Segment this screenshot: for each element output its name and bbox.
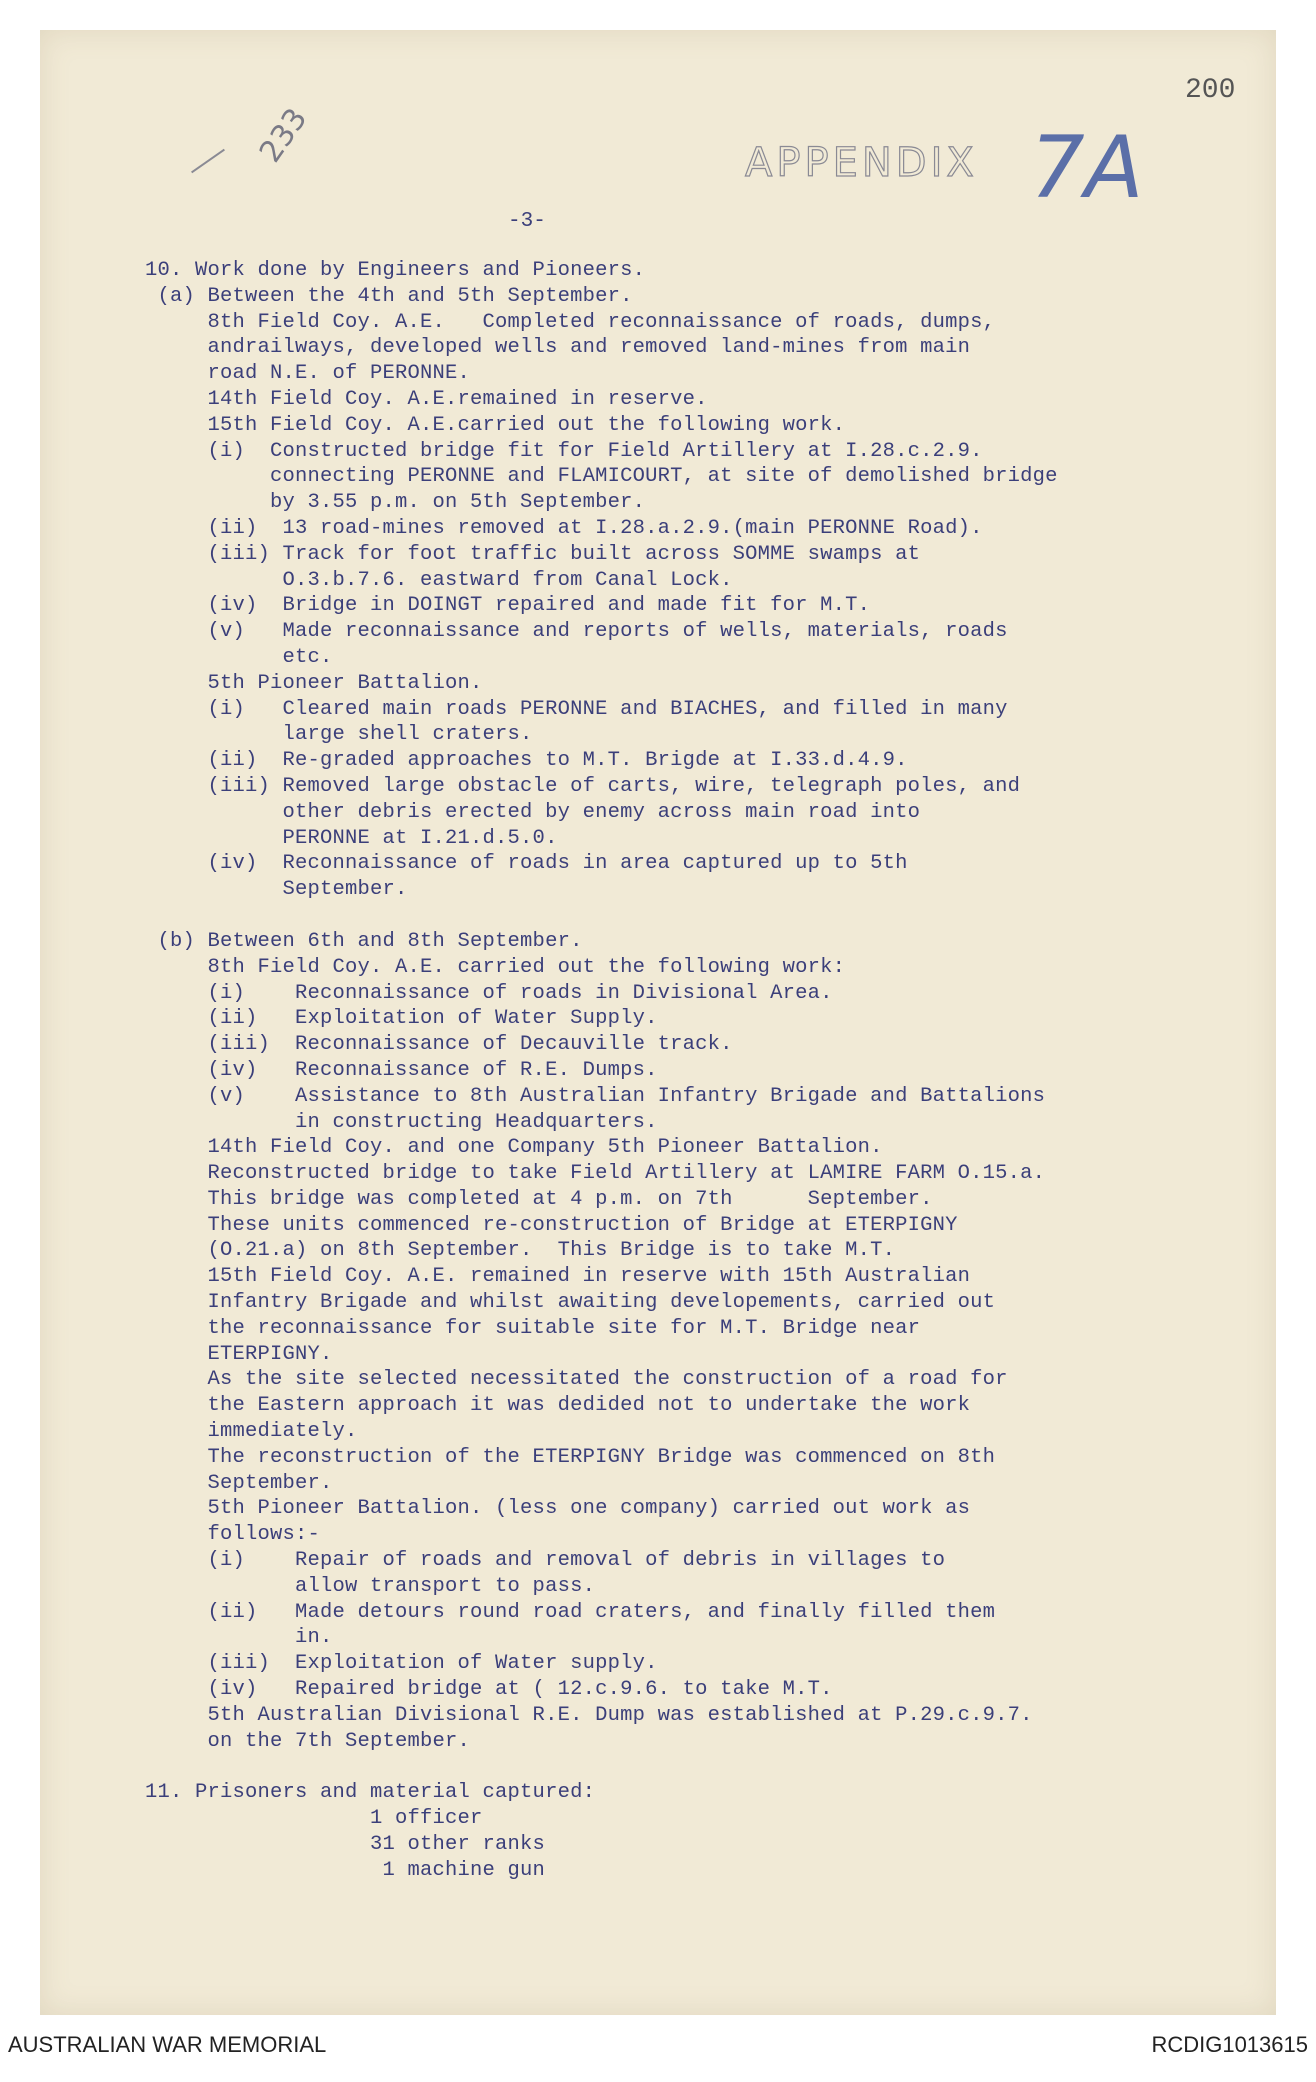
page-number: -3- [508,210,546,233]
typed-body [145,258,1255,1884]
text-line: road N.E. of PERONNE. [145,362,471,386]
text-line: September. [145,1471,333,1495]
text-line: in constructing Headquarters. [145,1110,658,1134]
text-line: As the site selected necessitated the construction of a road for [145,1368,1008,1392]
text-line: 14th Field Coy. A.E.remained in reserve. [145,387,708,411]
text-line: (ii) 13 road-mines removed at I.28.a.2.9.(main PERONNE Road). [145,516,983,540]
text-line: (iii) Removed large obstacle of carts, wire, telegraph poles, and [145,774,1021,798]
text-line: (i) Constructed bridge fit for Field Artillery at I.28.c.2.9. [145,439,983,463]
text-line: 14th Field Coy. and one Company 5th Pioneer Battalion. [145,1136,883,1160]
text-line [145,1754,1255,1780]
text-line: (iii) Reconnaissance of Decauville track. [145,1033,733,1057]
text-line: (i) Cleared main roads PERONNE and BIACHES, and filled in many [145,697,1008,721]
folio-number: 200 [1185,75,1236,106]
text-line: September. [145,878,408,902]
text-line: large shell craters. [145,723,533,747]
text-line: the reconnaissance for suitable site for M.T. Bridge near [145,1316,921,1340]
text-line: (ii) Made detours round road craters, and finally filled them [145,1600,996,1624]
text-line: (i) Repair of roads and removal of debris in villages to [145,1549,946,1573]
text-line: (iv) Reconnaissance of R.E. Dumps. [145,1058,658,1082]
text-line: PERONNE at I.21.d.5.0. [145,826,558,850]
text-line: 1 machine gun [145,1858,546,1882]
text-line: 8th Field Coy. A.E. carried out the following work: [145,955,846,979]
text-line: 11. Prisoners and material captured: [145,1781,596,1805]
text-line: The reconstruction of the ETERPIGNY Bridge was commenced on 8th [145,1445,996,1469]
text-line: Infantry Brigade and whilst awaiting developements, carried out [145,1291,996,1315]
text-line: 1 officer [145,1807,483,1831]
text-line: (iv) Repaired bridge at ( 12.c.9.6. to take M.T. [145,1678,833,1702]
text-line: This bridge was completed at 4 p.m. on 7th September. [145,1187,933,1211]
appendix-stamp: APPENDIX [745,140,978,186]
text-line: etc. [145,645,333,669]
text-line: the Eastern approach it was dedided not to undertake the work [145,1394,971,1418]
text-line: 8th Field Coy. A.E. Completed reconnaissance of roads, dumps, [145,310,996,334]
text-line: (ii) Exploitation of Water Supply. [145,1007,658,1031]
footer-left: AUSTRALIAN WAR MEMORIAL [8,2032,327,2057]
footer-right: RCDIG1013615 [1151,2032,1308,2057]
text-line: 31 other ranks [145,1833,546,1857]
text-line: by 3.55 p.m. on 5th September. [145,491,646,515]
text-line: connecting PERONNE and FLAMICOURT, at site of demolished bridge [145,465,1058,489]
text-line: (ii) Re-graded approaches to M.T. Brigde at I.33.d.4.9. [145,749,908,773]
text-line: andrailways, developed wells and removed land-mines from main [145,336,971,360]
text-line: (v) Made reconnaissance and reports of wells, materials, roads [145,620,1008,644]
text-line: ETERPIGNY. [145,1342,333,1366]
text-line: (v) Assistance to 8th Australian Infantry Brigade and Battalions [145,1084,1046,1108]
appendix-number-mark: 7A [1030,118,1144,218]
text-line: Reconstructed bridge to take Field Artillery at LAMIRE FARM O.15.a. [145,1162,1046,1186]
text-line: (iii) Exploitation of Water supply. [145,1652,658,1676]
text-line: 5th Australian Divisional R.E. Dump was established at P.29.c.9.7. [145,1703,1033,1727]
text-line: 5th Pioneer Battalion. [145,671,483,695]
text-line: immediately. [145,1420,358,1444]
text-line: (iv) Reconnaissance of roads in area captured up to 5th [145,852,908,876]
text-line: (a) Between the 4th and 5th September. [145,284,633,308]
text-line: (iii) Track for foot traffic built across SOMME swamps at [145,542,921,566]
text-line: 10. Work done by Engineers and Pioneers. [145,259,646,282]
text-line: in. [145,1626,333,1650]
text-line: (iv) Bridge in DOINGT repaired and made fit for M.T. [145,594,871,618]
text-line: 5th Pioneer Battalion. (less one company) carried out work as [145,1497,971,1521]
text-line: (b) Between 6th and 8th September. [145,929,583,953]
text-line: 15th Field Coy. A.E.carried out the following work. [145,413,846,437]
text-line: (i) Reconnaissance of roads in Divisional Area. [145,981,833,1005]
text-line: allow transport to pass. [145,1574,596,1598]
text-line: These units commenced re-construction of Bridge at ETERPIGNY [145,1213,958,1237]
text-line: 15th Field Coy. A.E. remained in reserve with 15th Australian [145,1265,971,1289]
pencil-number: 233 [252,102,315,169]
text-line: O.3.b.7.6. eastward from Canal Lock. [145,568,733,592]
text-line [145,903,1255,929]
text-line: follows:- [145,1523,321,1547]
text-line: other debris erected by enemy across main road into [145,800,921,824]
text-line: (O.21.a) on 8th September. This Bridge is to take M.T. [145,1239,896,1263]
text-line: on the 7th September. [145,1729,471,1753]
